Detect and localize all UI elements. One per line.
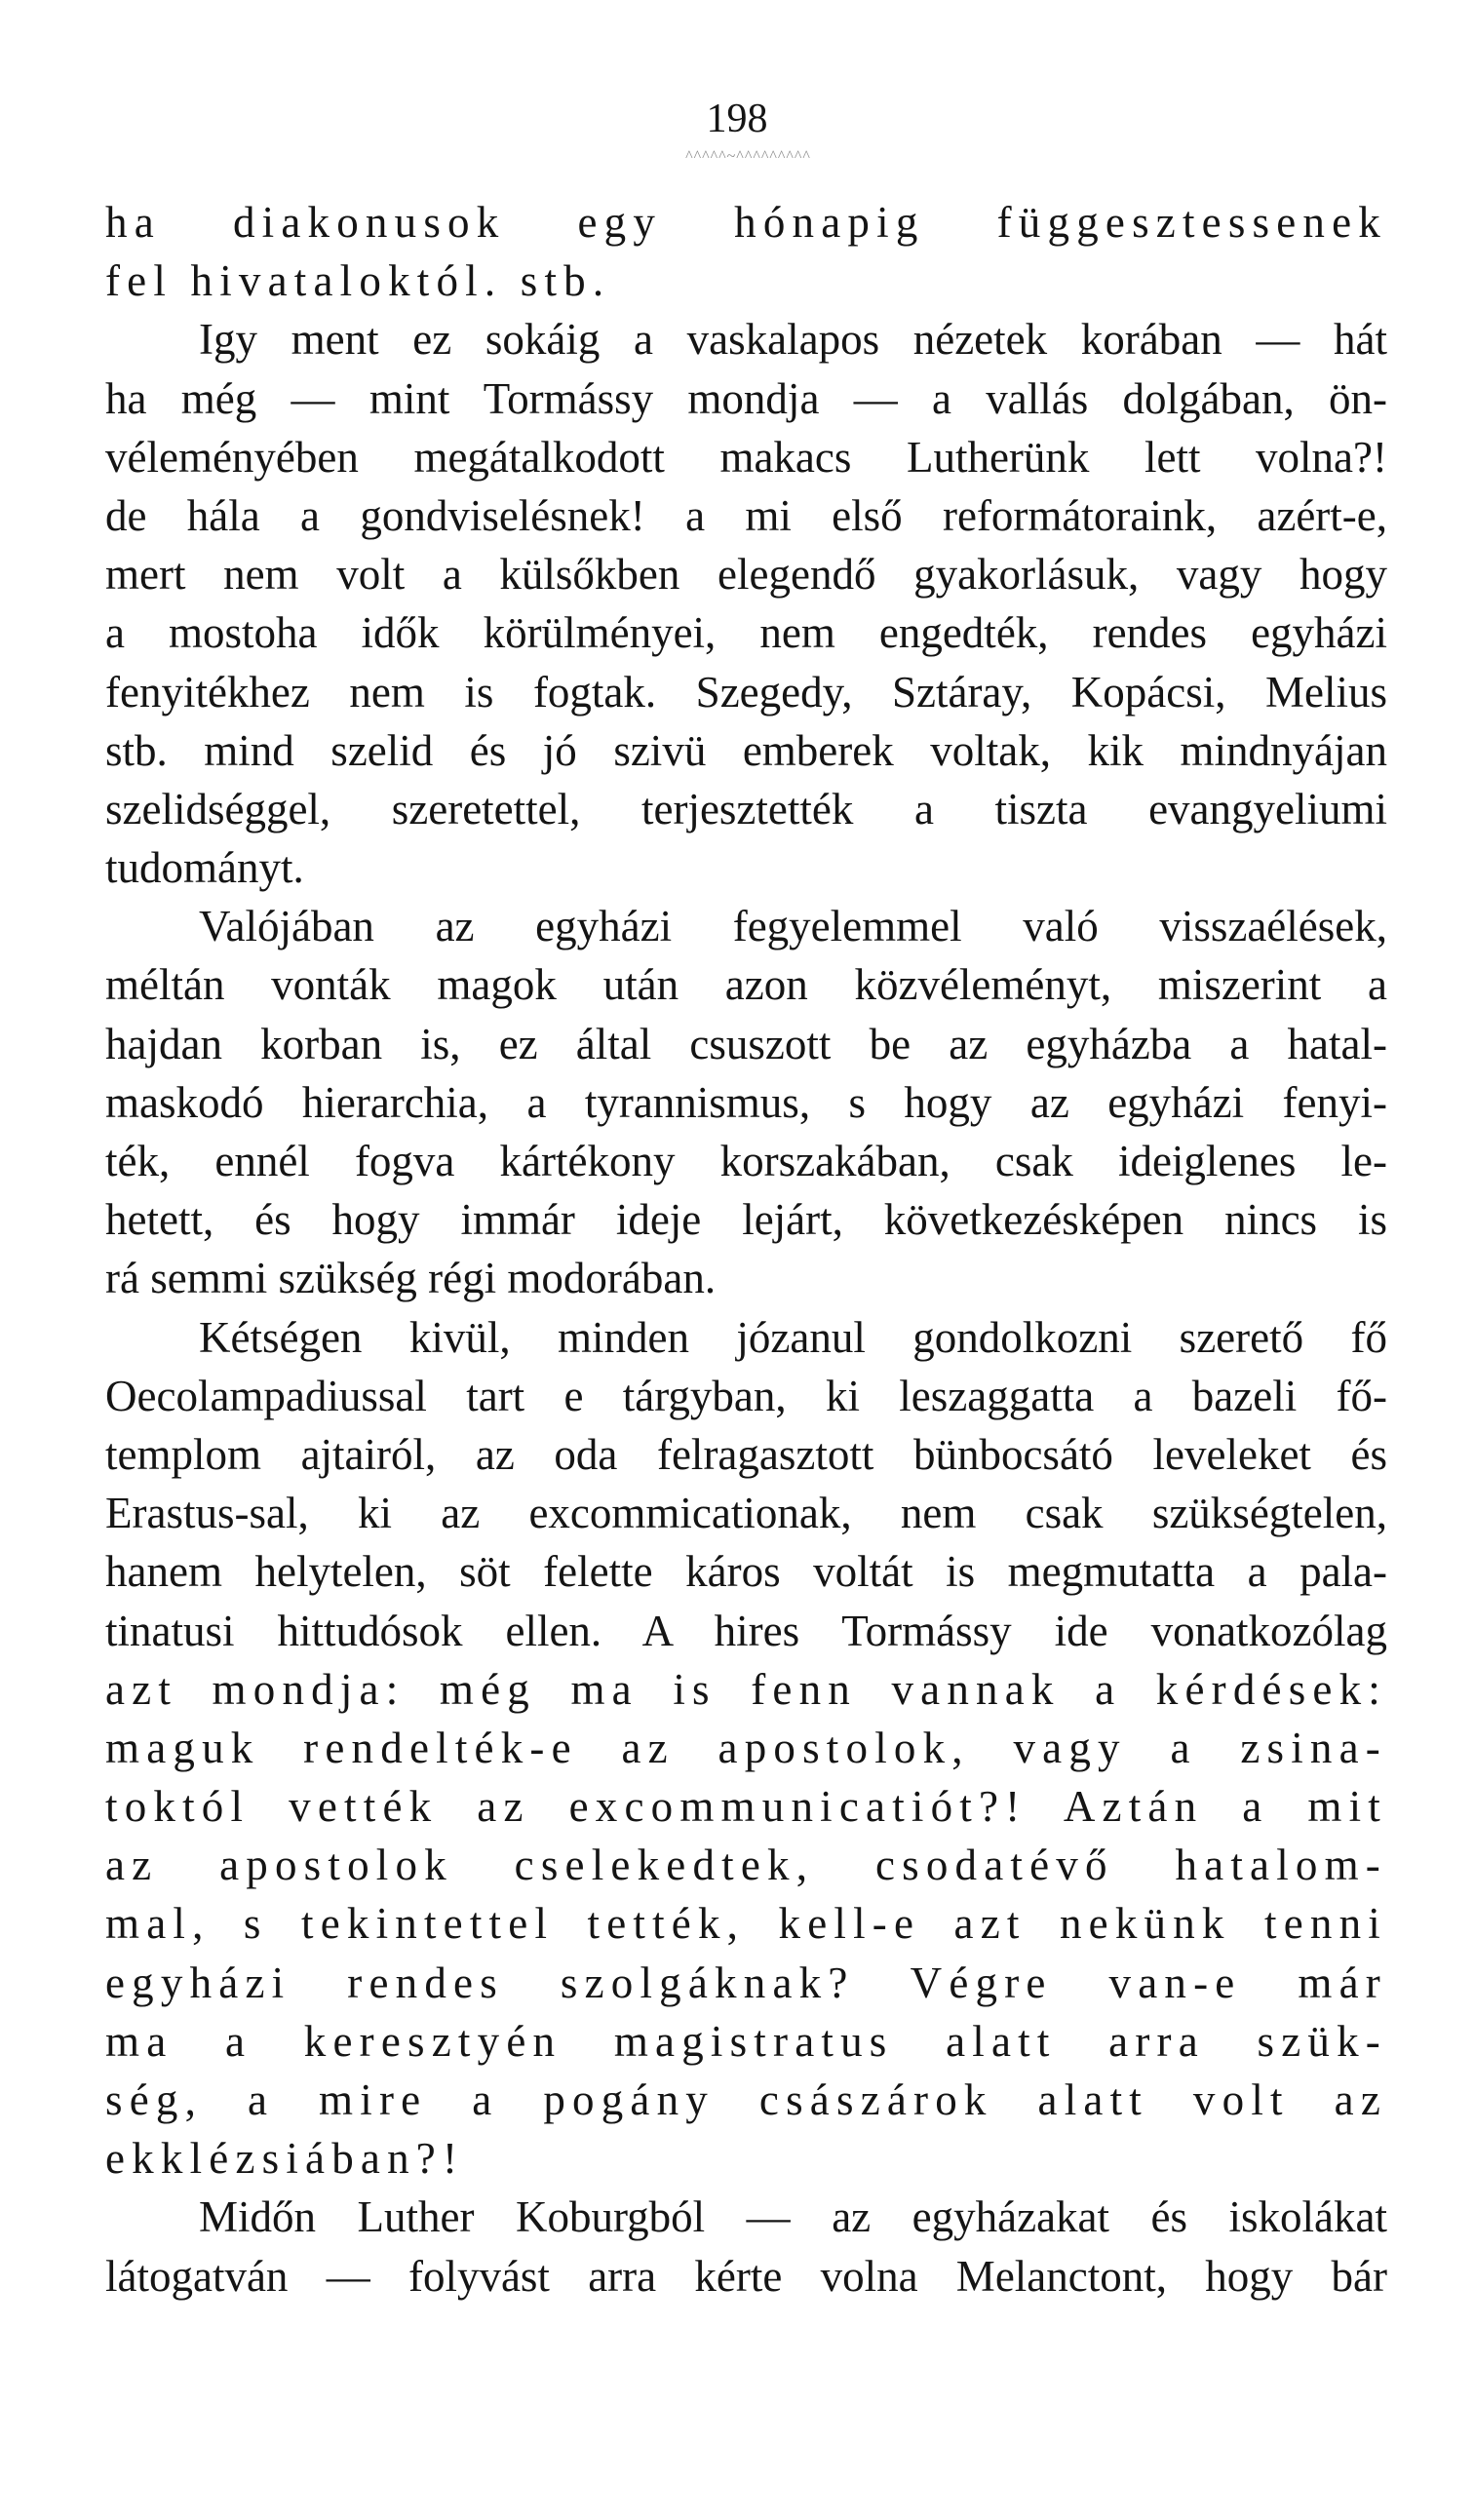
- text-line: véleményében megátalkodott makacs Lutherünk lett volna?!: [105, 432, 1387, 482]
- text-line: azt mondja: még ma is fenn vannak a kérdések:: [105, 1664, 1387, 1714]
- text-line: ték, ennél fogva kártékony korszakában, csak ideiglenes le-: [105, 1137, 1387, 1185]
- text-line: mal, s tekintettel tették, kell-e azt nekünk tenni: [105, 1899, 1387, 1949]
- text-line: toktól vették az excommunicatiót?! Aztán a mit: [105, 1782, 1387, 1832]
- body-text: [105, 193, 1387, 2306]
- text-line: mert nem volt a külsőkben elegendő gyakorlásuk, vagy hogy: [105, 550, 1387, 600]
- text-line: maguk rendelték-e az apostolok, vagy a zsina-: [105, 1723, 1387, 1772]
- page-number: 198: [706, 97, 768, 141]
- text-line: fenyitékhez nem is fogtak. Szegedy, Sztáray, Kopácsi, Melius: [105, 667, 1387, 717]
- text-line: hanem helytelen, söt felette káros voltát is megmutatta a pala-: [105, 1547, 1387, 1597]
- text-line: hajdan korban is, ez által csuszott be az egyházba a hatal-: [105, 1019, 1387, 1068]
- text-line: látogatván — folyvást arra kérte volna Melanctont, hogy bár: [105, 2251, 1387, 2301]
- paragraph-start-line: Valójában az egyházi fegyelemmel való visszaélések,: [199, 902, 1387, 951]
- text-line: tinatusi hittudósok ellen. A hires Tormássy ide vonatkozólag: [105, 1606, 1387, 1655]
- text-line: fel hivataloktól. stb.: [105, 256, 611, 306]
- paragraph-start-line: Kétségen kivül, minden józanul gondolkozni szerető fő: [199, 1312, 1387, 1362]
- header-ornament: ^^^^^~^^^^^^^^^: [685, 150, 811, 164]
- text-line: a mostoha idők körülményei, nem engedték, rendes egyházi: [105, 608, 1387, 658]
- text-line: de hála a gondviselésnek! a mi első reformátoraink, azért-e,: [105, 490, 1387, 540]
- paragraph-start-line: Igy ment ez sokáig a vaskalapos nézetek korában — hát: [199, 315, 1387, 365]
- text-line: maskodó hierarchia, a tyrannismus, s hogy az egyházi fenyi-: [105, 1077, 1387, 1127]
- text-line: az apostolok cselekedtek, csodatévő hatalom-: [105, 1841, 1387, 1890]
- text-line: tudományt.: [105, 843, 304, 893]
- paragraph-start-line: Midőn Luther Koburgból — az egyházakat és iskolákat: [199, 2192, 1387, 2242]
- text-line: hetett, és hogy immár ideje lejárt, következésképen nincs is: [105, 1195, 1387, 1245]
- text-line: méltán vonták magok után azon közvéleményt, miszerint a: [105, 960, 1387, 1010]
- text-line: rá semmi szükség régi modorában.: [105, 1254, 717, 1303]
- text-line: ha diakonusok egy hónapig függesztessenek: [105, 198, 1387, 247]
- text-line: ség, a mire a pogány császárok alatt volt az: [105, 2075, 1387, 2124]
- text-line: stb. mind szelid és jó szivü emberek voltak, kik mindnyájan: [105, 725, 1387, 775]
- text-line: Oecolampadiussal tart e tárgyban, ki leszaggatta a bazeli fő-: [105, 1371, 1387, 1420]
- text-line: Erastus-sal, ki az excommicationak, nem csak szükségtelen,: [105, 1489, 1387, 1538]
- text-line: szelidséggel, szeretettel, terjesztették a tiszta evangyeliumi: [105, 784, 1387, 834]
- text-line: templom ajtairól, az oda felragasztott bünbocsátó leveleket és: [105, 1429, 1387, 1479]
- text-line: ekklézsiában?!: [105, 2134, 465, 2184]
- text-line: ma a keresztyén magistratus alatt arra szük-: [105, 2016, 1387, 2066]
- text-line: ha még — mint Tormássy mondja — a vallás dolgában, ön-: [105, 373, 1387, 423]
- text-line: egyházi rendes szolgáknak? Végre van-e már: [105, 1958, 1387, 2007]
